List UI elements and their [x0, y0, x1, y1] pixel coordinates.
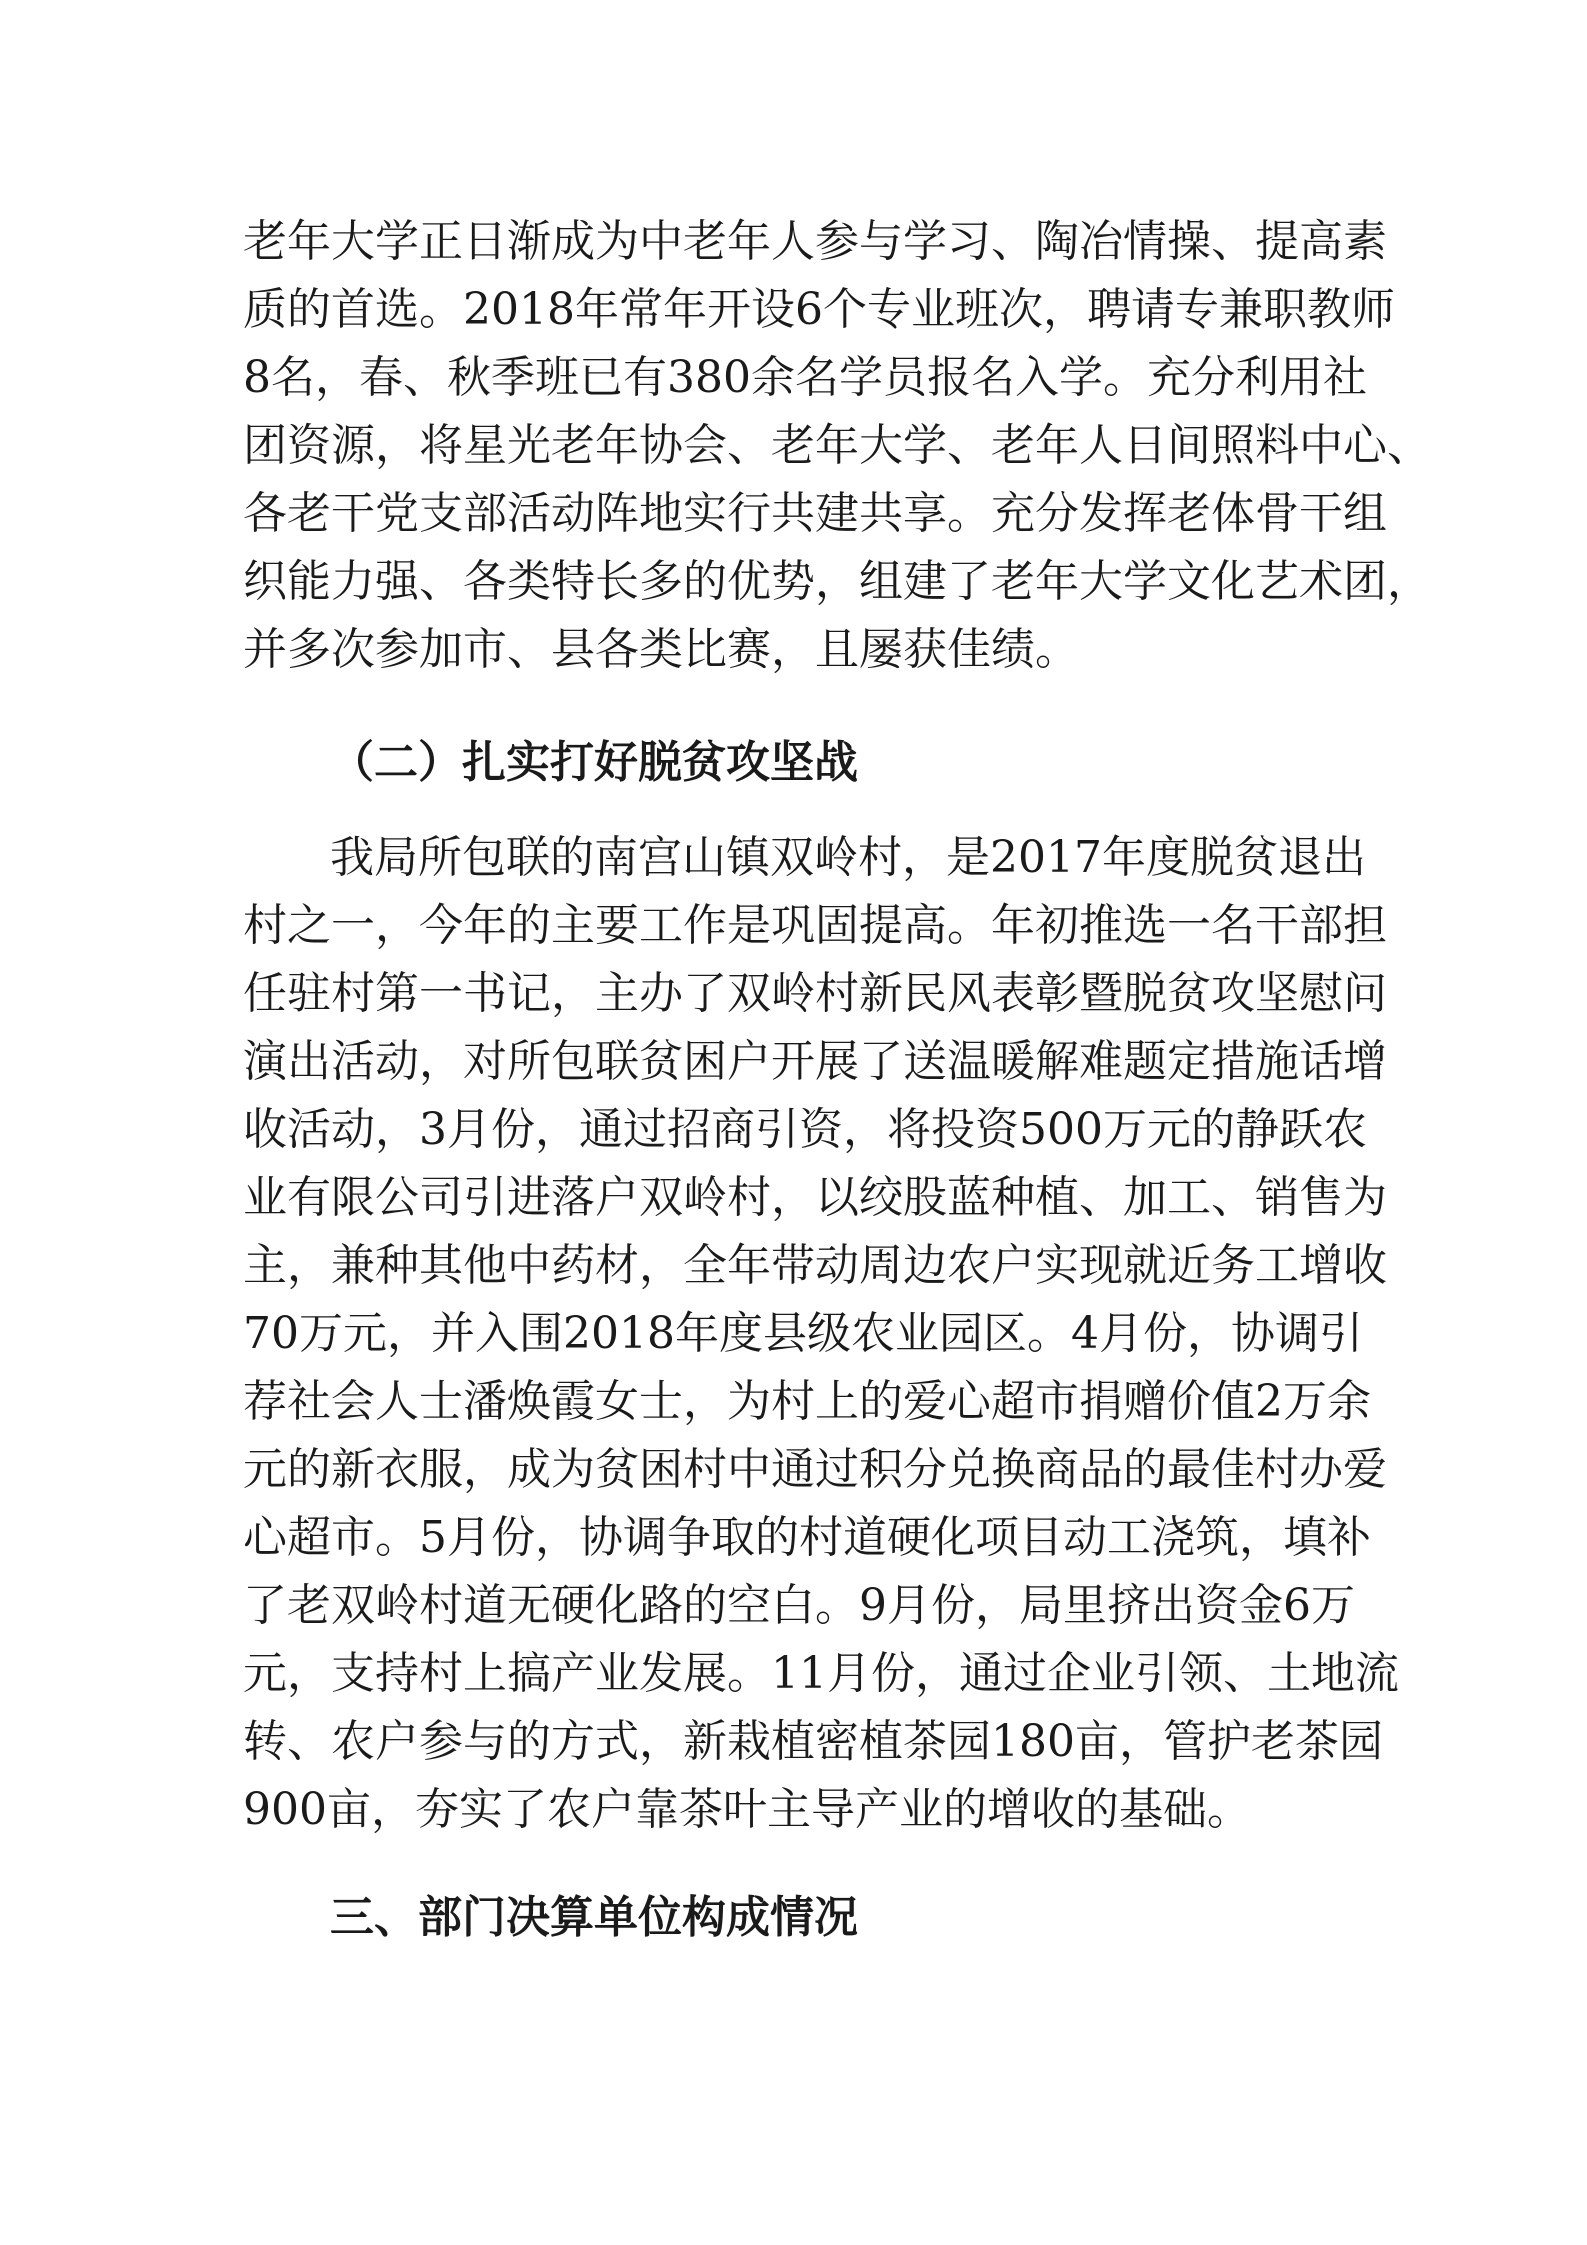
- section-heading-3: 三、部门决算单位构成情况: [330, 1892, 858, 1943]
- paragraph-2-line-6: 业有限公司引进落户双岭村，以绞股蓝种植、加工、销售为: [243, 1172, 1387, 1223]
- paragraph-2-line-2: 村之一，今年的主要工作是巩固提高。年初推选一名干部担: [243, 900, 1387, 951]
- paragraph-2-line-12: 了老双岭村道无硬化路的空白。9月份，局里挤出资金6万: [243, 1580, 1355, 1631]
- paragraph-2-line-5: 收活动，3月份，通过招商引资，将投资500万元的静跃农: [243, 1104, 1367, 1155]
- paragraph-1-line-7: 并多次参加市、县各类比赛，且屡获佳绩。: [243, 624, 1079, 675]
- paragraph-2-line-15: 900亩，夯实了农户靠茶叶主导产业的增收的基础。: [243, 1784, 1251, 1835]
- paragraph-2-line-4: 演出活动，对所包联贫困户开展了送温暖解难题定措施话增: [243, 1036, 1387, 1087]
- paragraph-2-line-7: 主，兼种其他中药材，全年带动周边农户实现就近务工增收: [243, 1240, 1387, 1291]
- paragraph-2-line-11: 心超市。5月份，协调争取的村道硬化项目动工浇筑，填补: [243, 1512, 1371, 1563]
- paragraph-1-line-5: 各老干党支部活动阵地实行共建共享。充分发挥老体骨干组: [243, 488, 1387, 539]
- paragraph-1-line-6: 织能力强、各类特长多的优势，组建了老年大学文化艺术团，: [243, 556, 1431, 607]
- paragraph-1-line-3: 8名，春、秋季班已有380余名学员报名入学。充分利用社: [243, 352, 1367, 403]
- paragraph-2-line-1: 我局所包联的南宫山镇双岭村，是2017年度脱贫退出: [330, 832, 1366, 883]
- paragraph-2-line-14: 转、农户参与的方式，新栽植密植茶园180亩，管护老茶园: [243, 1716, 1383, 1767]
- paragraph-2-line-3: 任驻村第一书记，主办了双岭村新民风表彰暨脱贫攻坚慰问: [243, 968, 1387, 1019]
- paragraph-1-line-2: 质的首选。2018年常年开设6个专业班次，聘请专兼职教师: [243, 284, 1395, 335]
- paragraph-2-line-8: 70万元，并入围2018年度县级农业园区。4月份，协调引: [243, 1308, 1363, 1359]
- section-heading-2: （二）扎实打好脱贫攻坚战: [330, 737, 858, 788]
- paragraph-2-line-13: 元，支持村上搞产业发展。11月份，通过企业引领、土地流: [243, 1648, 1399, 1699]
- paragraph-2-line-10: 元的新衣服，成为贫困村中通过积分兑换商品的最佳村办爱: [243, 1444, 1387, 1495]
- paragraph-1-line-4: 团资源，将星光老年协会、老年大学、老年人日间照料中心、: [243, 420, 1431, 471]
- paragraph-1-line-1: 老年大学正日渐成为中老年人参与学习、陶冶情操、提高素: [243, 216, 1387, 267]
- paragraph-2-line-9: 荐社会人士潘焕霞女士，为村上的爱心超市捐赠价值2万余: [243, 1376, 1371, 1427]
